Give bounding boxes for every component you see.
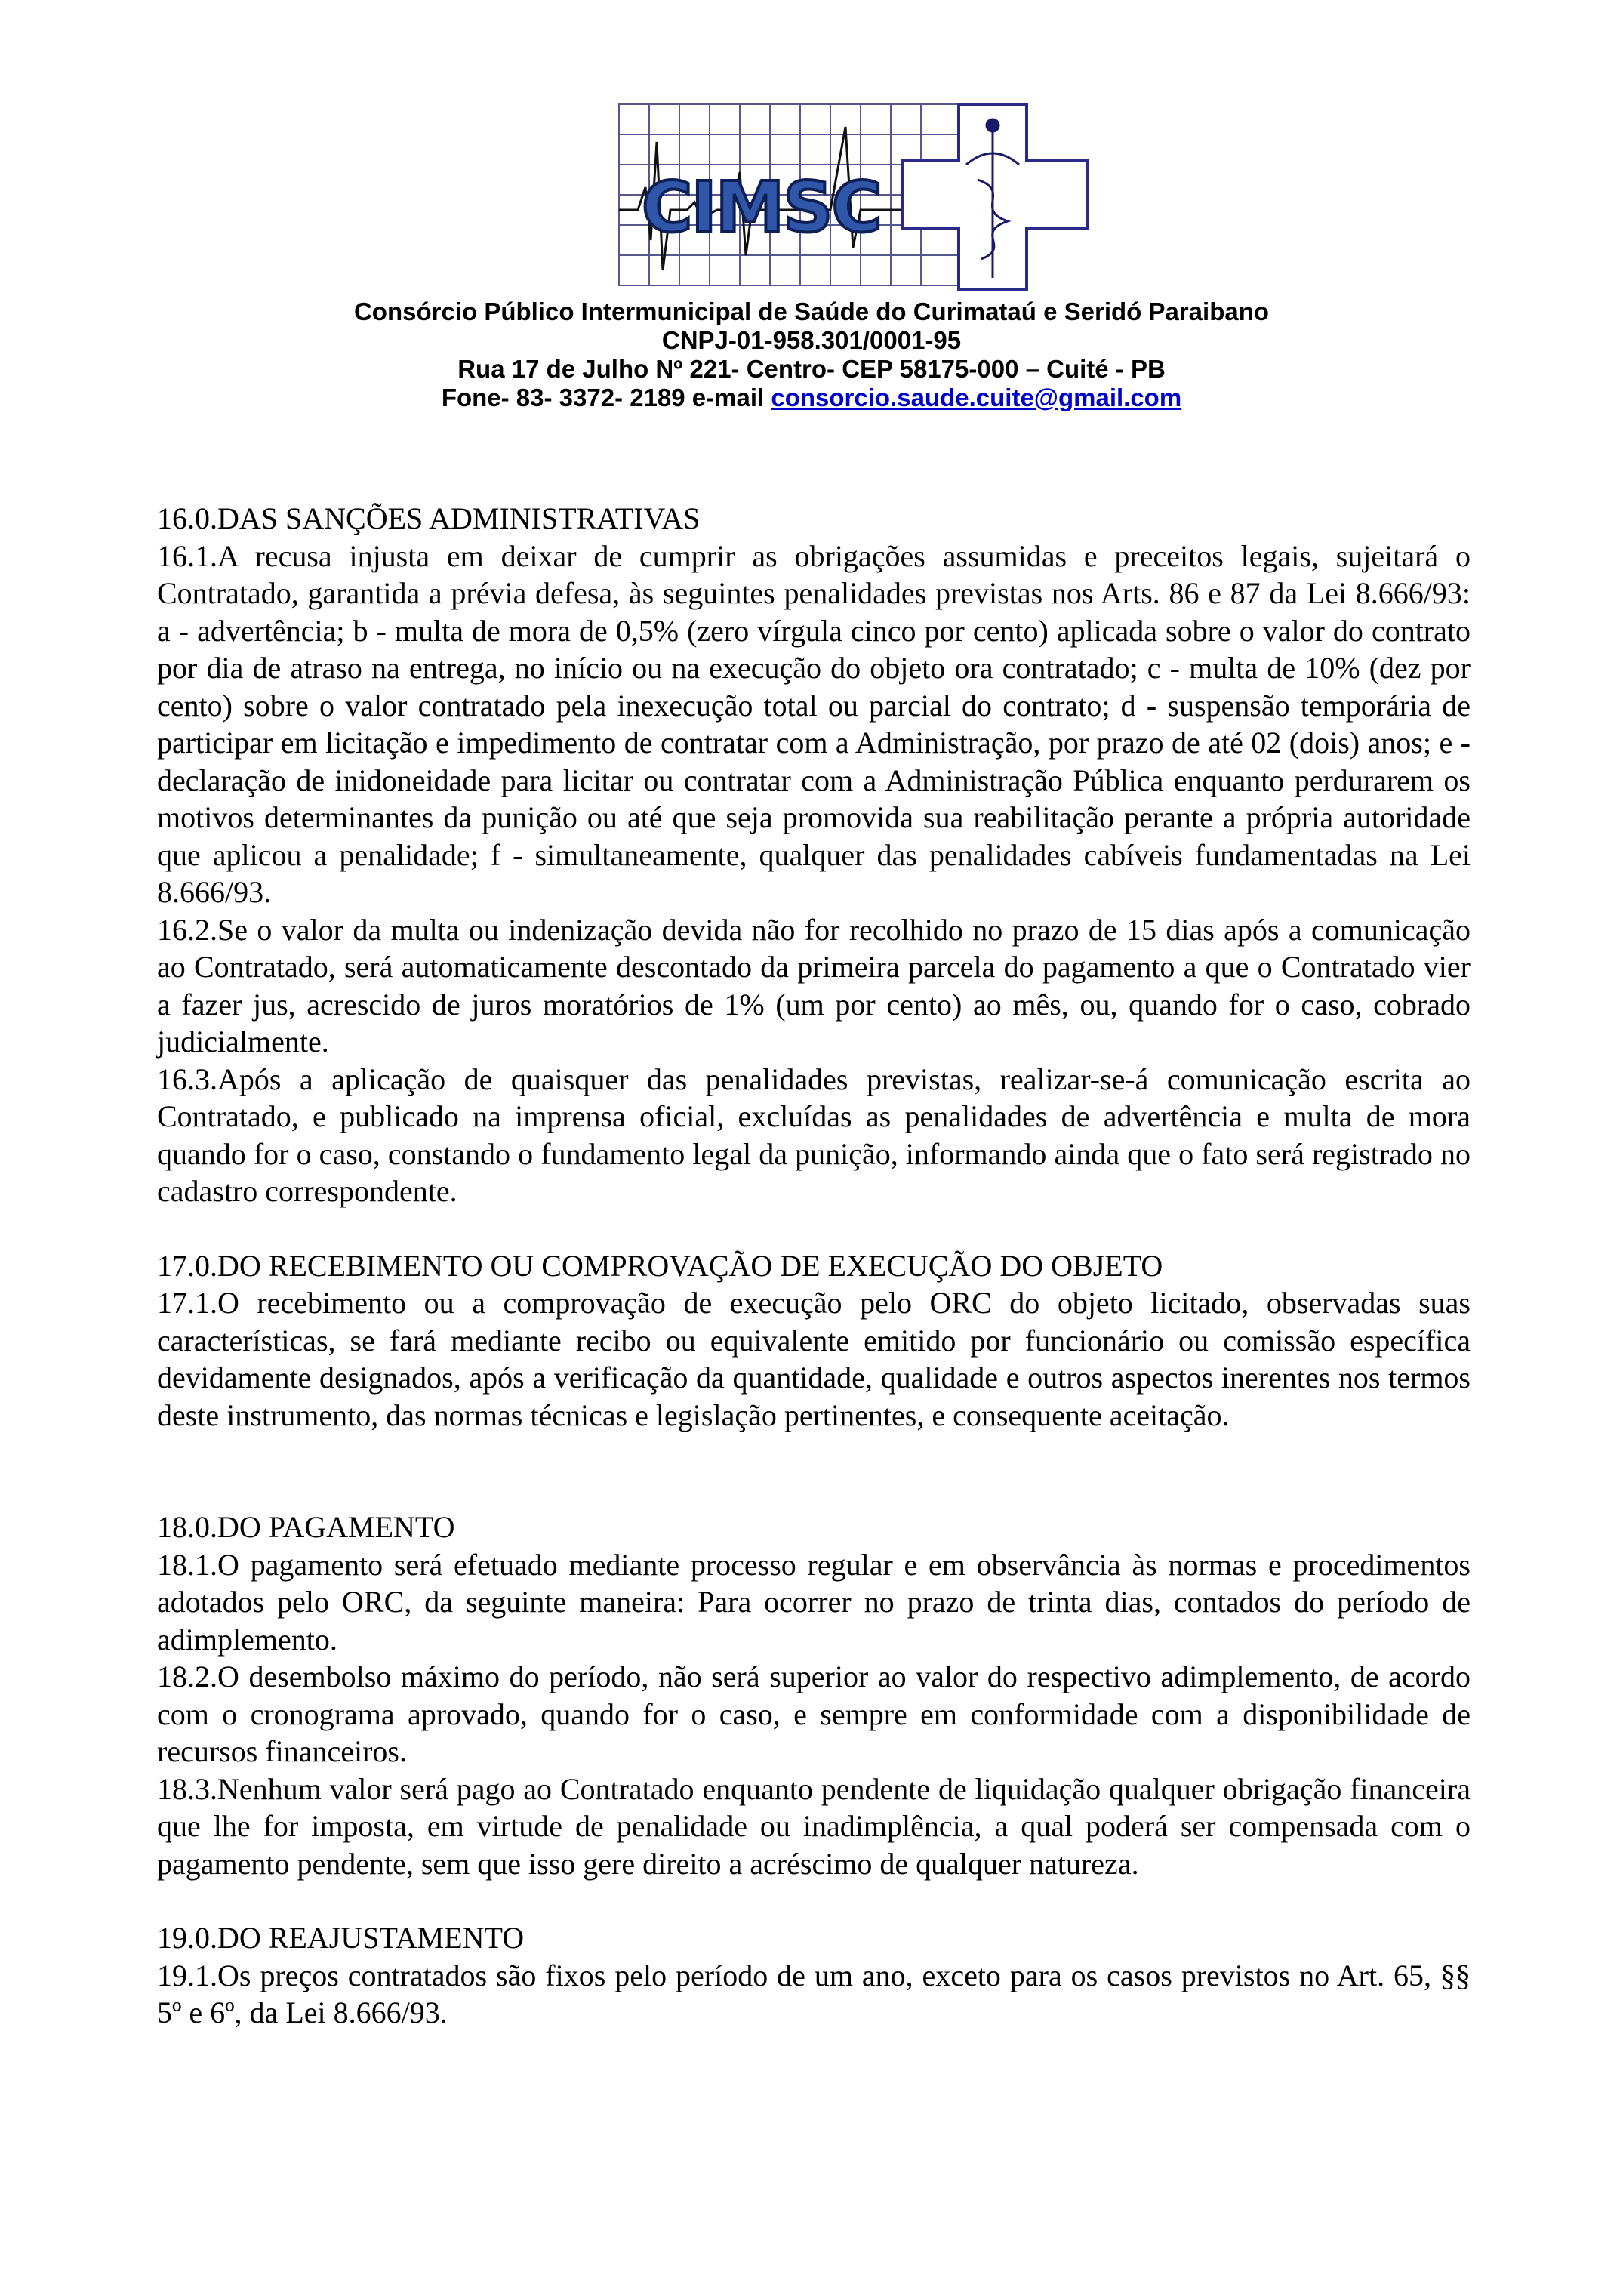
section-19-title: 19.0.DO REAJUSTAMENTO	[157, 1921, 525, 1955]
clause-17-1: 17.1.O recebimento ou a comprovação de execução pelo ORC do objeto licitado, observadas suas características, se fará mediante recibo ou equivalente emitido por funcionário ou comissão específica devidamente designados, após a verificação da quantidade, qualidade e outros aspectos inerentes nos termos deste instrumento, das normas técnicas e legislação pertinentes, e consequente aceitação.	[157, 1286, 1471, 1432]
spacer	[157, 1434, 1471, 1509]
clause-16-3: 16.3.Após a aplicação de quaisquer das penalidades previstas, realizar-se-á comunicação escrita ao Contratado, e publicado na imprensa oficial, excluídas as penalidades de advertência e multa de mora quando for o caso, constando o fundamento legal da punição, informando ainda que o fato será registrado no cadastro correspondente.	[157, 1062, 1471, 1208]
clause-16-1: 16.1.A recusa injusta em deixar de cumprir as obrigações assumidas e preceitos legais, sujeitará o Contratado, garantida a prévia defesa, às seguintes penalidades previstas nos Arts. 86 e 87 da Lei 8.666/93: a - advertência; b - multa de mora de 0,5% (zero vírgula cinco por cento) aplicada sobre o valor do contrato por dia de atraso na entrega, no início ou na execução do objeto ora contratado; c - multa de 10% (dez por cento) sobre o valor contratado pela inexecução total ou parcial do contrato; d - suspensão temporária de participar em licitação e impedimento de contratar com a Administração, por prazo de até 02 (dois) anos; e - declaração de inidoneidade para licitar ou contratar com a Administração Pública enquanto perdurarem os motivos determinantes da punição ou até que seja promovida sua reabilitação perante a própria autoridade que aplicou a penalidade; f - simultaneamente, qualquer das penalidades cabíveis fundamentadas na Lei 8.666/93.	[157, 538, 1471, 909]
document-body	[157, 500, 1471, 2032]
clause-18-1: 18.1.O pagamento será efetuado mediante processo regular e em observância às normas e procedimentos adotados pelo ORC, da seguinte maneira: Para ocorrer no prazo de trinta dias, contados do período de adimplemento.	[157, 1547, 1471, 1657]
section-16-title: 16.0.DAS SANÇÕES ADMINISTRATIVAS	[157, 501, 701, 535]
org-name: Consórcio Público Intermunicipal de Saúde do Curimataú e Seridó Paraibano	[353, 297, 1270, 325]
address: Rua 17 de Julho Nº 221- Centro- CEP 58175-000 – Cuité - PB	[457, 355, 1166, 383]
cimsc-logo	[604, 97, 1095, 297]
section-18-title: 18.0.DO PAGAMENTO	[157, 1510, 455, 1544]
section-17-title: 17.0.DO RECEBIMENTO OU COMPROVAÇÃO DE EXECUÇÃO DO OBJETO	[157, 1248, 1163, 1283]
email-link[interactable]: consorcio.saude.cuite@gmail.com	[771, 384, 1182, 411]
cnpj: CNPJ-01-958.301/0001-95	[661, 326, 962, 354]
phone: Fone- 83- 3372- 2189 e-mail	[441, 384, 771, 411]
spacer	[157, 1882, 1471, 1919]
spacer	[157, 1210, 1471, 1247]
letterhead	[0, 297, 1623, 412]
clause-19-1: 19.1.Os preços contratados são fixos pelo período de um ano, exceto para os casos previstos no Art. 65, §§ 5º e 6º, da Lei 8.666/93.	[157, 1958, 1471, 2029]
clause-18-2: 18.2.O desembolso máximo do período, não será superior ao valor do respectivo adimplemento, de acordo com o cronograma aprovado, quando for o caso, e sempre em conformidade com a disponibilidade de recursos financeiros.	[157, 1660, 1471, 1768]
clause-18-3: 18.3.Nenhum valor será pago ao Contratado enquanto pendente de liquidação qualquer obrigação financeira que lhe for imposta, em virtude de penalidade ou inadimplência, a qual poderá ser compensada com o pagamento pendente, sem que isso gere direito a acréscimo de qualquer natureza.	[157, 1771, 1471, 1881]
svg-text:CIMSC: CIMSC	[642, 167, 882, 248]
contact-line	[0, 384, 1623, 412]
clause-16-2: 16.2.Se o valor da multa ou indenização devida não for recolhido no prazo de 15 dias após a comunicação ao Contratado, será automaticamente descontado da primeira parcela do pagamento a que o Contratado vier a fazer jus, acrescido de juros moratórios de 1% (um por cento) ao mês, ou, quando for o caso, cobrado judicialmente.	[157, 912, 1471, 1059]
